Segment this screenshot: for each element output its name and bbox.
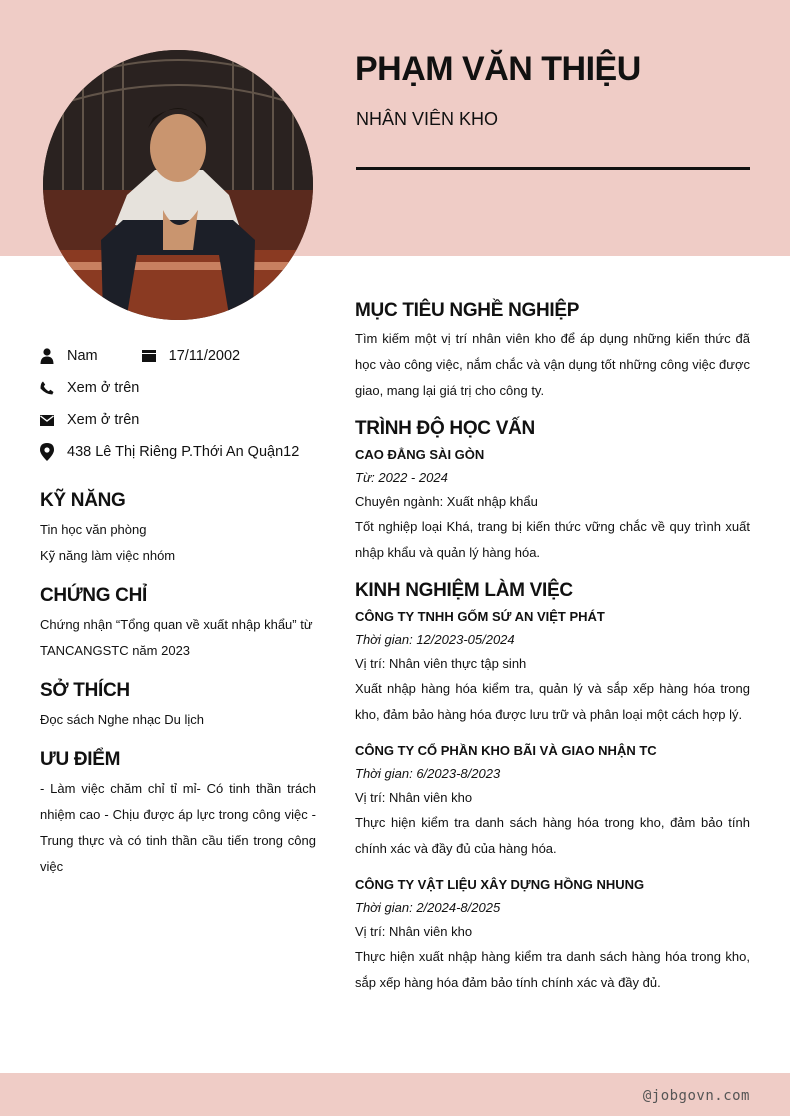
education-description: Tốt nghiệp loại Khá, trang bị kiến thức vững chắc về quy trình xuất nhập khẩu và quản lý hàng hóa. [355, 519, 750, 560]
school-name: CAO ĐẲNG SÀI GÒN [355, 447, 485, 462]
company-name: CÔNG TY CỔ PHẦN KHO BÃI VÀ GIAO NHẬN TC [355, 743, 657, 758]
objective-text: Tìm kiếm một vị trí nhân viên kho để áp dụng những kiến thức đã học vào công việc, nắm chắc và vận dụng tốt những công việc được giao, mang lại giá trị cho công ty. [355, 331, 750, 398]
skill-item: Tin học văn phòng [40, 522, 147, 537]
certificates-text: Chứng nhận “Tổng quan về xuất nhập khẩu” từ TANCANGSTC năm 2023 [40, 617, 313, 658]
candidate-name: PHẠM VĂN THIỆU [355, 50, 641, 88]
experience-entry [355, 606, 750, 728]
company-name: CÔNG TY TNHH GỐM SỨ AN VIỆT PHÁT [355, 609, 605, 624]
job-position: Vị trí: Nhân viên kho [355, 924, 473, 939]
objective-section [355, 300, 750, 404]
phone-icon [40, 380, 54, 396]
person-icon [40, 348, 54, 364]
info-row-gender-birthdate [40, 340, 316, 372]
experience-entry [355, 740, 750, 862]
education-major: Chuyên ngành: Xuất nhập khẩu [355, 494, 538, 509]
experience-entry [355, 874, 750, 996]
hobbies-text: Đọc sách Nghe nhạc Du lịch [40, 712, 205, 727]
experience-title: KINH NGHIỆM LÀM VIỆC [355, 580, 573, 601]
title-divider [356, 167, 750, 170]
education-title: TRÌNH ĐỘ HỌC VẤN [355, 418, 535, 439]
right-column [355, 300, 750, 1010]
job-position: Vị trí: Nhân viên kho [355, 790, 473, 805]
gender-field [40, 348, 98, 364]
job-description: Xuất nhập hàng hóa kiểm tra, quản lý và sắp xếp hàng hóa trong kho, đảm bảo hàng hóa được lưu trữ và phân loại một cách hợp lý. [355, 681, 750, 722]
address-value: 438 Lê Thị Riêng P.Thới An Quận12 [67, 444, 300, 460]
education-section [355, 418, 750, 566]
email-value: Xem ở trên [67, 412, 140, 428]
gender-value: Nam [67, 348, 98, 364]
birthdate-field [142, 348, 241, 364]
strengths-title: ƯU ĐIỂM [40, 749, 121, 770]
calendar-icon [142, 348, 156, 364]
company-name: CÔNG TY VẬT LIỆU XÂY DỰNG HỒNG NHUNG [355, 877, 645, 892]
info-row-phone [40, 372, 316, 404]
job-period: Thời gian: 6/2023-8/2023 [355, 766, 501, 781]
job-description: Thực hiện kiểm tra danh sách hàng hóa trong kho, đảm bảo tính chính xác và đầy đủ của hàng hóa. [355, 815, 750, 856]
job-description: Thực hiện xuất nhập hàng kiểm tra danh sách hàng hóa trong kho, sắp xếp hàng hóa đảm bảo tính chính xác và đầy đủ. [355, 949, 750, 990]
info-row-email [40, 404, 316, 436]
job-period: Thời gian: 2/2024-8/2025 [355, 900, 501, 915]
objective-title: MỤC TIÊU NGHỀ NGHIỆP [355, 300, 580, 321]
info-row-address [40, 436, 316, 468]
mail-icon [40, 412, 54, 428]
experience-section [355, 580, 750, 996]
birthdate-value: 17/11/2002 [168, 348, 241, 364]
job-period: Thời gian: 12/2023-05/2024 [355, 632, 515, 647]
job-title: NHÂN VIÊN KHO [356, 109, 499, 129]
left-column [40, 340, 316, 880]
skills-title: KỸ NĂNG [40, 490, 126, 511]
hobbies-title: SỞ THÍCH [40, 680, 130, 701]
certificates-title: CHỨNG CHỈ [40, 585, 148, 606]
phone-value: Xem ở trên [67, 380, 140, 396]
skill-item: Kỹ năng làm việc nhóm [40, 548, 176, 563]
avatar-photo [43, 50, 313, 320]
avatar [43, 50, 313, 320]
footer-watermark: @jobgovn.com [642, 1088, 750, 1104]
location-pin-icon [40, 444, 54, 460]
job-position: Vị trí: Nhân viên thực tập sinh [355, 656, 527, 671]
education-period: Từ: 2022 - 2024 [355, 470, 448, 485]
strengths-text: - Làm việc chăm chỉ tỉ mỉ- Có tinh thần trách nhiệm cao - Chịu được áp lực trong công việc - Trung thực và có tinh thần cầu tiến trong công việc [40, 781, 316, 874]
